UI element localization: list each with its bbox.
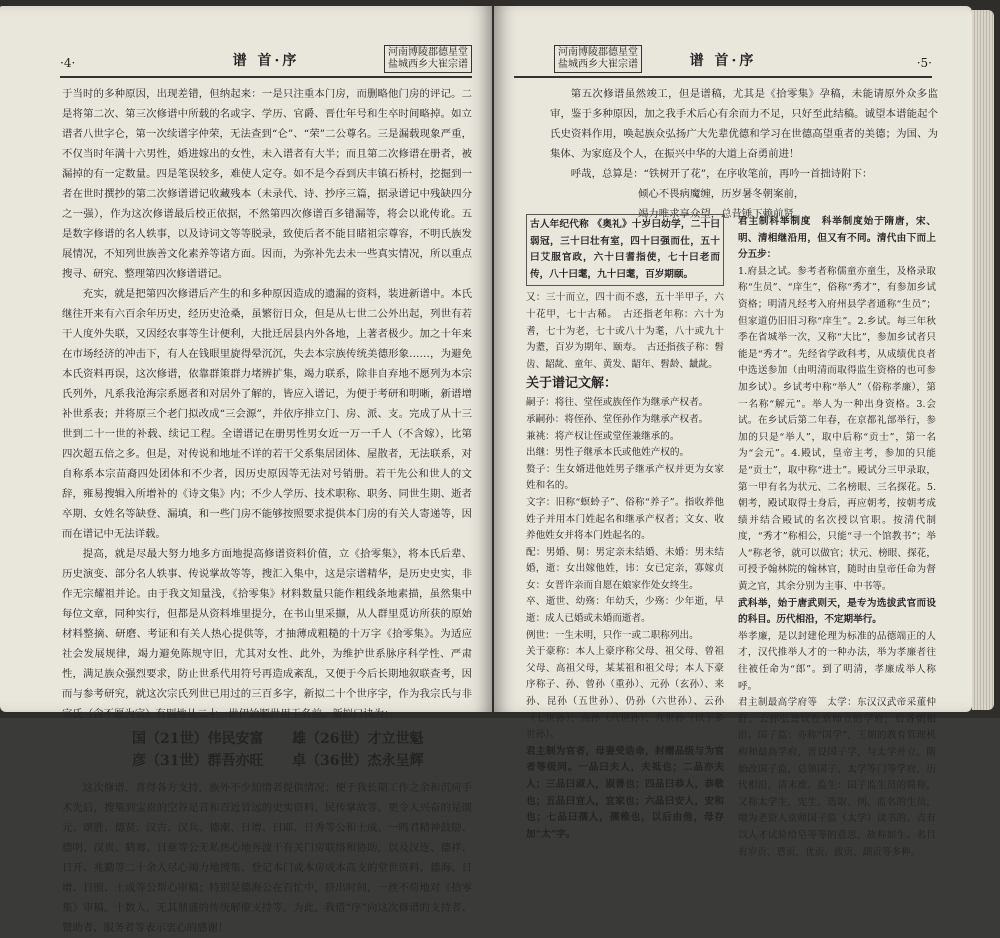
definition: 承嗣孙：将侄孙、堂侄孙作为继承产权者。 — [526, 413, 709, 425]
name-item: 卓（36世）杰永呈辉 — [292, 753, 424, 769]
definition: 卒、逝世、幼殇：年幼夭，少殇：少年逝，早逝：成人已婚或未婚而逝者。 — [526, 596, 724, 625]
name-item: 雄（26世）才立世魁 — [292, 731, 424, 747]
column-right — [738, 214, 936, 861]
page-title: 谱 首·序 — [232, 53, 300, 69]
paragraph: 提高，就是尽最大努力地多方面地提高修谱资料价值，立《拾零集》，将本氏后辈、历史演变、部分名人轶事、传说掌故等等，搜汇入集中，这是宗谱精华，是历史史实，非作无宗耀祖并论。由于我文知量浅，《拾零集》材料数量只能作粗线条地素描，虽然集中每位文章，同种实行，但都是从资料堆里提分，在书山里采撷，从人群里觅访所获的原始材料整摘、研磨、考证和有关人热心提供等，才抽薄成粗糙的十万字《拾零集》。为适应社会发展规律，竭力避免陈规守旧，尤其对女性、此外，为维护世系脉序科学性、严肃性，满足族众强烈要求，防止世系代用符号再造成紊乱，又便于今后长期地叙联查考，因而与参考研究，就这次宗氏列世已用过的三百多字，新拟二十个世序字，作为我宗氏与非宗氏（含不愿为宗）有别地从二十一世伊始顺世用于名前。新拟口诀为： — [62, 548, 472, 720]
page-number: ·5· — [916, 56, 932, 70]
poem-line: 竭力唯求享众望，总昔锤下赖前贤。 — [638, 208, 805, 220]
section-heading: 关于谱记文解： — [526, 376, 618, 392]
right-page-intro — [550, 84, 938, 224]
institution-line: 盐城西乡大崔宗谱 — [558, 59, 638, 70]
reference-columns — [526, 214, 936, 858]
column-left — [526, 214, 724, 843]
definition: 文字：旧称“螟蛉子”、俗称“养子”。指收养他姓子并用本门姓起名和继承产权者；文女、收养他姓女并将本门姓起名的。 — [526, 496, 724, 542]
page-title: 谱 首·序 — [689, 53, 757, 69]
paragraph: 呼哉，总算是：“铁树开了花”，在序收笔前，再吟一首拙诗附下： — [570, 168, 873, 180]
age-terms-box: 古人年纪代称 《奥礼》十岁曰幼学，二十曰弱冠，三十曰壮有室，四十曰强而仕，五十曰艾服官政，六十曰耆指使，七十曰老而传，八十曰耄，九十曰耄，百岁期颐。 — [526, 214, 724, 286]
name-row — [62, 728, 472, 750]
institution-line: 河南博陵郡德星堂 — [388, 47, 468, 58]
definition: 兼祧：将产权让侄或堂侄兼继承的。 — [526, 430, 680, 442]
page-number: ·4· — [60, 56, 76, 70]
page-edges — [972, 10, 994, 710]
military-exam-text: 武科举，始于唐武则天，是专为选拔武官而设的科目。历代相沿，不定期举行。 — [738, 597, 936, 626]
name-item: 彦（31世）群吾亦旺 — [132, 753, 264, 769]
exam-system-heading: 君主制科举制度 科举制度始于隋唐，宋、明、清相继沿用，但又有不同。清代由下而上分五步： — [738, 216, 936, 261]
age-terms-text: 又：三十而立，四十而不惑，五十半甲子，六十花甲，七十古稀。 古还指老年称：六十为耆，七十为老，七十或八十为耄，八十或九十为耋，百岁为期年、颐寿。 古还指孩子称：髫齿、龆龀、童年、黄发、龆年、髫龄、龇龀。 — [526, 292, 724, 370]
right-page — [494, 6, 972, 858]
academy-text: 君主制最高学府等 太学：东汉汉武帝采董仲舒、公孙弘建议在京师立的学府，后各朝相沿。国子监：亦称“国学”，王朝的教育管理机构和最高学府，晋设国子学，与太学并立，隋始改国子监，总领国子、太学等门等学府，历代相沿，清末废。监生：国子监生员的简称，又称太学生，宪生，选取、例、监名的生员，增为老资人京师国子监（太学）读书的。吉有以人才试验给皂等等的意思，故称如生。名目有岁贡、恩贡、优贡、拔贡、副贡等多种。 — [738, 697, 936, 858]
definition: 嗣子：将往、堂侄或族侄作为继承产权者。 — [526, 397, 709, 409]
right-page-header — [514, 38, 932, 78]
paragraph: 这次修谱，喜得各方支持，族外不少知情者提供情况；便于我长期工作之余和沉疴手术先后，搜集到宝贵的空谷足音和百近旨远的史实资料、民传掌故等。更令人兴奋的是颂元、颂胜、德贤、汉古、汉兵、德潮、日增、日耶、日秀等公和士成、一鸣君精神鼓励、德明、汉贵、鹤骞、日章等公无私热心地奔波于有关门房联络和协助，以及汉连、德祥、日开、兆勤等二十余人尽心竭力地搜集、登记本门或本房成本高支的堂世资料、德海、日增、日照、士成等公帮心审稿；特别是德海公在百忙中，挤出时间，一丝不苟地对《拾零集》审稿。十数人，无其鼎盛的传统解僚支持等。为此，我借“序”向这次修谱的支持者、赞助者、服务者等表示衷心的感谢！ — [62, 782, 472, 934]
definition: 出继：男性子继承本氏或他姓产权的。 — [526, 447, 690, 459]
name-item: 国（21世）伟民安富 — [132, 731, 264, 747]
institution-label — [384, 45, 472, 73]
name-row — [62, 750, 472, 772]
poem-line: 倾心不畏病魔缠，历岁暑冬朝案前， — [638, 188, 805, 200]
left-page-body — [62, 84, 472, 938]
paragraph: 充实，就是把第四次修谱后产生的和多种原因造成的遗漏的资料，装进新谱中。本氏继往开来有六百余年历史，经历史沧桑，虽繁衍日众，但是从七世二公外出起，列世有若干人度外失联，又因经农事等生计便利，大批迁居县内外各地，上著者极少。加之十年来在市场经济的冲击下，有人在钱眼里旋得晕沉沉，失去本宗族传统美德形象……，为避免本氏资料再误，这次修谱，依靠群策群力堵辨扩集，竭力联系，除非自弃地不愿列为本宗氏列外，凡系我沧海宗系愿者和对居外了解的，皆应入谱记，为便于考研和明晰，新谱增补世系表；并将原三个老门拟改成“三会源”，并依序排立门、房、派、支。完成了从十三世到二十一世的补载、续记工程。全谱谱记在册男性男女近一万一千人（不含嫁），比第四次超五倍之多。但是，对传说和地址不详的若干父系集居团体、屋散者，无法联系，对自称系本宗苗裔四处团体和不少者，因历史原因等无法对号销册。若干先公和世人的文辞，雍易搜辑入所增补的《诗文集》内；不少人学历、技术职称、职务、同世生期、逝者卒期、女姓名等缺登、漏填，和一些门房不能够按照要求提供本门房的有关人寄递等，因而在谱记中无法详载。 — [62, 288, 472, 540]
left-page — [0, 6, 492, 934]
definition: 关于豪称：本人上豪序称父母、祖父母、曾祖父母、高祖父母，某某祖和祖父母；本人下豪序称子、孙、曾孙（重孙）、元孙（玄孙）、来孙、昆孙（五世孙）、仍孙（六世孙）、云孙（七世孙）、高孙（八世孙）、九世孙（以下多世孙）。 — [526, 646, 724, 741]
definition: 配：男婚、舅：男定亲未结婚、未婚：男未结婚，逝：女出嫁他姓，讳：女已定亲，寡嫁贞女：女晋许亲而自愿在娘家作处女终生。 — [526, 546, 724, 591]
xiaolian-text: 举孝廉，是以封建伦理为标准的品德端正的人才，汉代推举人才的一种办法，举为孝廉者往往被任命为“郎”。到了明清，孝廉成举人称呼。 — [738, 630, 936, 692]
exam-system-text: 1.府县之试。参考者称儒童亦童生，及格录取称“生员”、“庠生”，俗称“秀才”，有参加乡试资格；明清凡经考入府州县学者通称“生员”；但家道仍旧旧习称“庠生”。2.乡试。每三年秋季在省城举一次，又称“大比”，参加乡试者只能是“秀才”。先经省学政科考，从成绩优良者中选送参加（由明清而取得监生资格的也可参加乡试）。乡试考中称“举人”（俗称孝廉），第一名称“解元”。举人为一种出身资格。3.会试。在乡试后第二年春，在京都礼部举行，参加的只是“举人”，取中后称“贡士”，第一名为“会元”。4.殿试，皇帝主考，参加的只能是“贡士”，取中称“进士”。殿试分三甲录取，第一甲有名为状元、二名榜眼、三名探花。5.朝考，殿试取得士身后，再应朝考，按朝考成绩并结合殿试的名次授以官职。按清代制度，“秀才”称相公，只能“寻一个馆教书”；举人“称老爷，就可以做官；状元、榜眼、探花，可授予翰林院的翰林官，随时由皇帝任命为督黄之官，其余分别为主事、中书等。 — [738, 265, 936, 593]
paragraph: 于当时的多种原因，出现差错，但纳起来：一是只注重本门房，而删略他门房的评记。二是将第二次、第三次修谱中所载的名或字、学历、官爵、晋仕年号和生卒时间略掉。如立谱者八世字仑，第一次续谱字仲荣，无法查到“仑”、“荣”二公尊名。三是漏载现象严重，不仅当时年满十六男性，婚进嫁出的女性，未入谱者有大半；而且第二次修谱在册者，被漏掉的有一定数量。四是笔误较多，难使人定夺。如不是今吞到庆丰镇石桥村，挖掘到一者在世时撰抄的第二次修谱谱记收藏残本（未录代、诗、抄序三篇，据录谱记中残缺四分之一强），作为这次修谱最后校正依据，不然第四次修谱百多错漏等，将会以讹传讹。五是数字修谱的名人轶事，以及诗词文等等脱录，致使后者不能目睹祖宗尊容，不明氏族发展情况，不知列世族善文化素养等诸方面。因而，为弥补先去未一些真实情况，所以重点搜寻、研究、整理第四次修谱谱记。 — [62, 88, 472, 280]
generation-names — [62, 728, 472, 772]
definition: 赘子：生女婿进他姓男子继承产权并更为女家姓和名的。 — [526, 463, 724, 492]
left-page-header — [60, 38, 472, 78]
definition: 例世：一生未明，只作一或二职称列出。 — [526, 629, 699, 641]
definition: 君主制为官者，母妻受诰命，封赠品级与为官者等级同。一品曰夫人，夫祗也；二品亦夫人；三品曰淑人，淑善也；四品曰恭人，恭敬也；五品曰宜人，宜家也；六品曰安人，安和也；七品曰孺人，孺稚也，以后由他，母存加“太”字。 — [526, 745, 724, 840]
institution-line: 盐城西乡大崔宗谱 — [388, 59, 468, 70]
institution-line: 河南博陵郡德星堂 — [558, 47, 638, 58]
paragraph: 第五次修谱虽然竣工，但是谱稿，尤其是《拾零集》孕稿，未能请原外众多监审，鉴于多种原因，加之我手术后心有余而力不足，只好至此结稿。诚望本谱能起个氏史资料作用，唤起族众弘扬广大先辈优德和学习在世德高望重者的美德；为国、为集体、为家庭及个人，在振兴中华的大道上奋勇前进！ — [550, 88, 938, 160]
